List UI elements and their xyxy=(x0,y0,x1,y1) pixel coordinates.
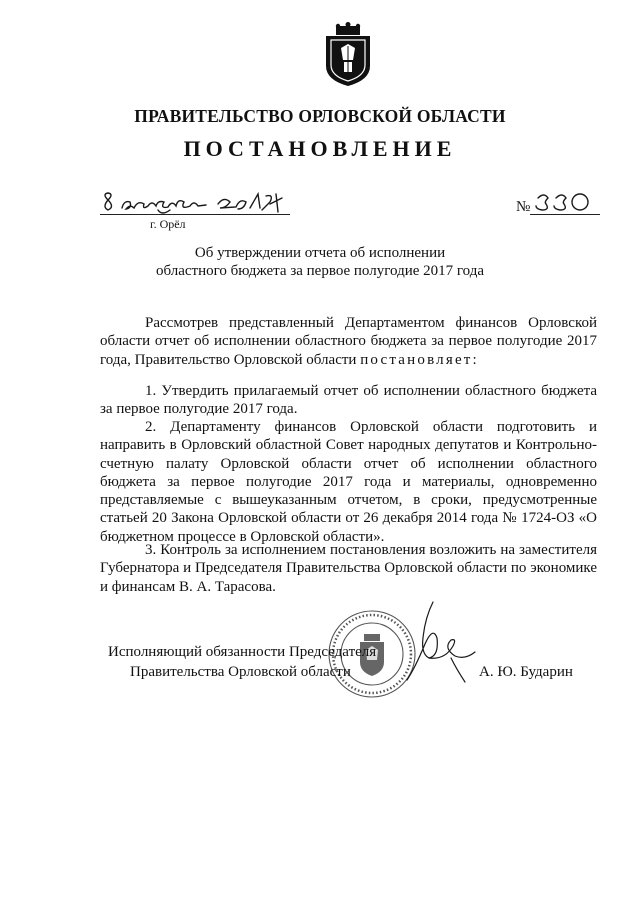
subject-line-2: областного бюджета за первое полугодие 2017 года xyxy=(155,263,485,279)
clause-2: 2. Департаменту финансов Орловской области подготовить и направить в Орловский областной Совет народных депутатов и Контрольно-счетную палату Орловской области отчет об исполнении областного бюджета за первое полугодие 2017 года и материалы, одновременно представляемые с вышеуказанным отчетом, в сроки, предусмотренные статьей 20 Закона Орловской области от 26 декабря 2014 года № 1724-ОЗ «О бюджетном процессе в Орловской области». xyxy=(100,419,597,545)
subject-line-1: Об утверждении отчета об исполнении xyxy=(194,245,446,261)
government-title: ПРАВИТЕЛЬСТВО ОРЛОВСКОЙ ОБЛАСТИ xyxy=(134,106,506,126)
number-label: № xyxy=(516,199,531,215)
document-type-title: ПОСТАНОВЛЕНИЕ xyxy=(183,136,457,161)
clause-3: 3. Контроль за исполнением постановления возложить на заместителя Губернатора и Председателя Правительства Орловской области по экономике и финансам В. А. Тарасова. xyxy=(100,542,597,595)
clause-1: 1. Утвердить прилагаемый отчет об исполнении областного бюджета за первое полугодие 2017 года. xyxy=(100,383,597,418)
document-subject xyxy=(0,244,640,280)
signatory-name: А. Ю. Бударин xyxy=(479,664,573,680)
handwritten-signature xyxy=(395,598,485,688)
date-underline xyxy=(100,214,290,215)
number-underline xyxy=(530,214,600,215)
handwritten-number xyxy=(532,190,602,216)
signatory-position-line-2: Правительства Орловской области xyxy=(130,664,351,680)
signatory-position-line-1: Исполняющий обязанности Председателя xyxy=(108,644,377,660)
intro-paragraph xyxy=(100,314,597,369)
city-label: г. Орёл xyxy=(150,217,186,231)
intro-text: Рассмотрев представленный Департаментом финансов Орловской области отчет об исполнении областного бюджета за первое полугодие 2017 года, Правительство Орловской области xyxy=(100,315,597,368)
coat-of-arms-icon xyxy=(322,22,374,88)
decree-word: постановляет: xyxy=(360,351,479,368)
